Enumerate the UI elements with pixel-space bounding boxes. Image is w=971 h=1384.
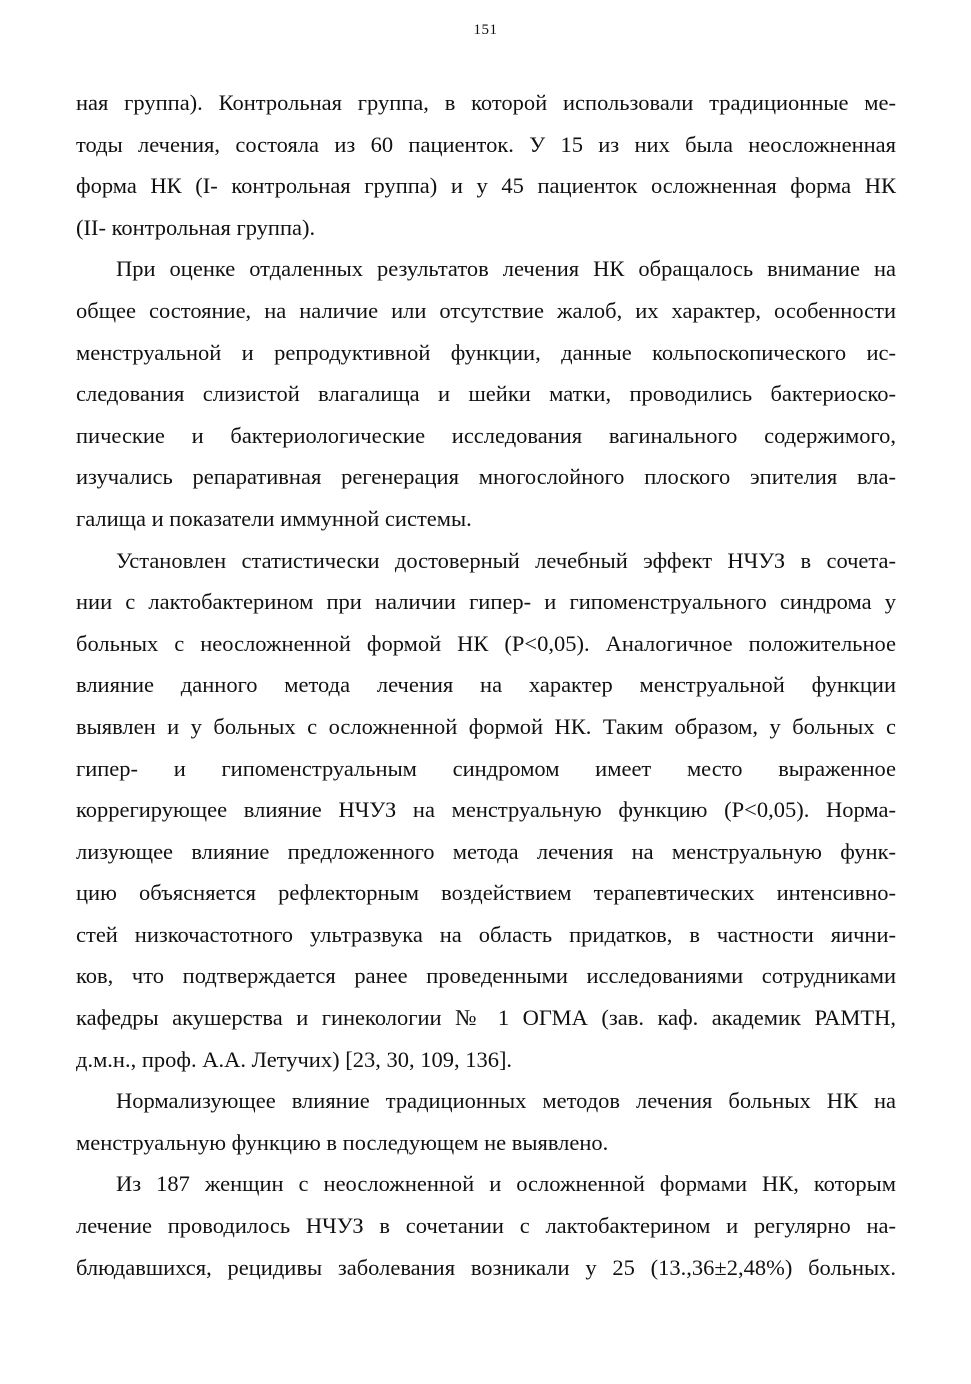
text-line: менструальной и репродуктивной функции, данные кольпоскопического ис- [76, 339, 896, 365]
text-line: тоды лечения, состояла из 60 пациенток. У 15 из них была неосложненная [76, 131, 896, 157]
text-line: ков, что подтверждается ранее проведенными исследованиями сотрудниками [76, 963, 896, 989]
paragraph [76, 82, 896, 248]
paragraph [76, 248, 896, 539]
text-line: При оценке отдаленных результатов лечения НК обращалось внимание на [116, 256, 896, 282]
text-line: Установлен статистически достоверный лечебный эффект НЧУЗ в сочета- [116, 547, 896, 573]
text-line: ная группа). Контрольная группа, в которой использовали традиционные ме- [76, 90, 896, 115]
text-line: Из 187 женщин с неосложненной и осложненной формами НК, которым [116, 1171, 896, 1197]
text-line: лизующее влияние предложенного метода лечения на менструальную функ- [76, 838, 896, 864]
text-line: блюдавшихся, рецидивы заболевания возникали у 25 (13.,36±2,48%) больных. [76, 1254, 896, 1280]
text-line: Нормализующее влияние традиционных методов лечения больных НК на [116, 1088, 896, 1114]
text-line: форма НК (I- контрольная группа) и у 45 пациенток осложненная форма НК [76, 173, 896, 199]
document-body [76, 82, 896, 1288]
text-line: кафедры акушерства и гинекологии № 1 ОГМА (зав. каф. академик РАМТН, [76, 1005, 896, 1031]
text-line: менструальную функцию в последующем не выявлено. [76, 1129, 609, 1155]
text-line: общее состояние, на наличие или отсутствие жалоб, их характер, особенности [76, 297, 896, 323]
text-line: выявлен и у больных с осложненной формой НК. Таким образом, у больных с [76, 713, 896, 739]
text-line: галища и показатели иммунной системы. [76, 505, 472, 531]
text-line: влияние данного метода лечения на характер менструальной функции [76, 672, 896, 698]
paragraph [76, 1163, 896, 1288]
text-line: стей низкочастотного ультразвука на область придатков, в частности яични- [76, 921, 896, 947]
text-line: следования слизистой влагалища и шейки матки, проводились бактериоско- [76, 381, 896, 407]
text-line: изучались репаративная регенерация многослойного плоского эпителия вла- [76, 464, 896, 490]
text-line: гипер- и гипоменструальным синдромом имеет место выраженное [76, 755, 896, 781]
text-line: (II- контрольная группа). [76, 214, 316, 240]
paragraph [76, 540, 896, 1081]
paragraph [76, 1080, 896, 1163]
text-line: лечение проводилось НЧУЗ в сочетании с лактобактерином и регулярно на- [76, 1213, 896, 1239]
text-line: д.м.н., проф. А.А. Летучих) [23, 30, 109, 136]. [76, 1046, 513, 1072]
text-line: коррегирующее влияние НЧУЗ на менструальную функцию (P<0,05). Норма- [76, 797, 896, 823]
text-line: больных с неосложненной формой НК (P<0,05). Аналогичное положительное [76, 630, 896, 656]
text-line: пические и бактериологические исследования вагинального содержимого, [76, 422, 896, 448]
text-line: нии с лактобактерином при наличии гипер- и гипоменструального синдрома у [76, 589, 896, 615]
text-line: цию объясняется рефлекторным воздействием терапевтических интенсивно- [76, 880, 896, 906]
page-number: 151 [473, 22, 498, 38]
